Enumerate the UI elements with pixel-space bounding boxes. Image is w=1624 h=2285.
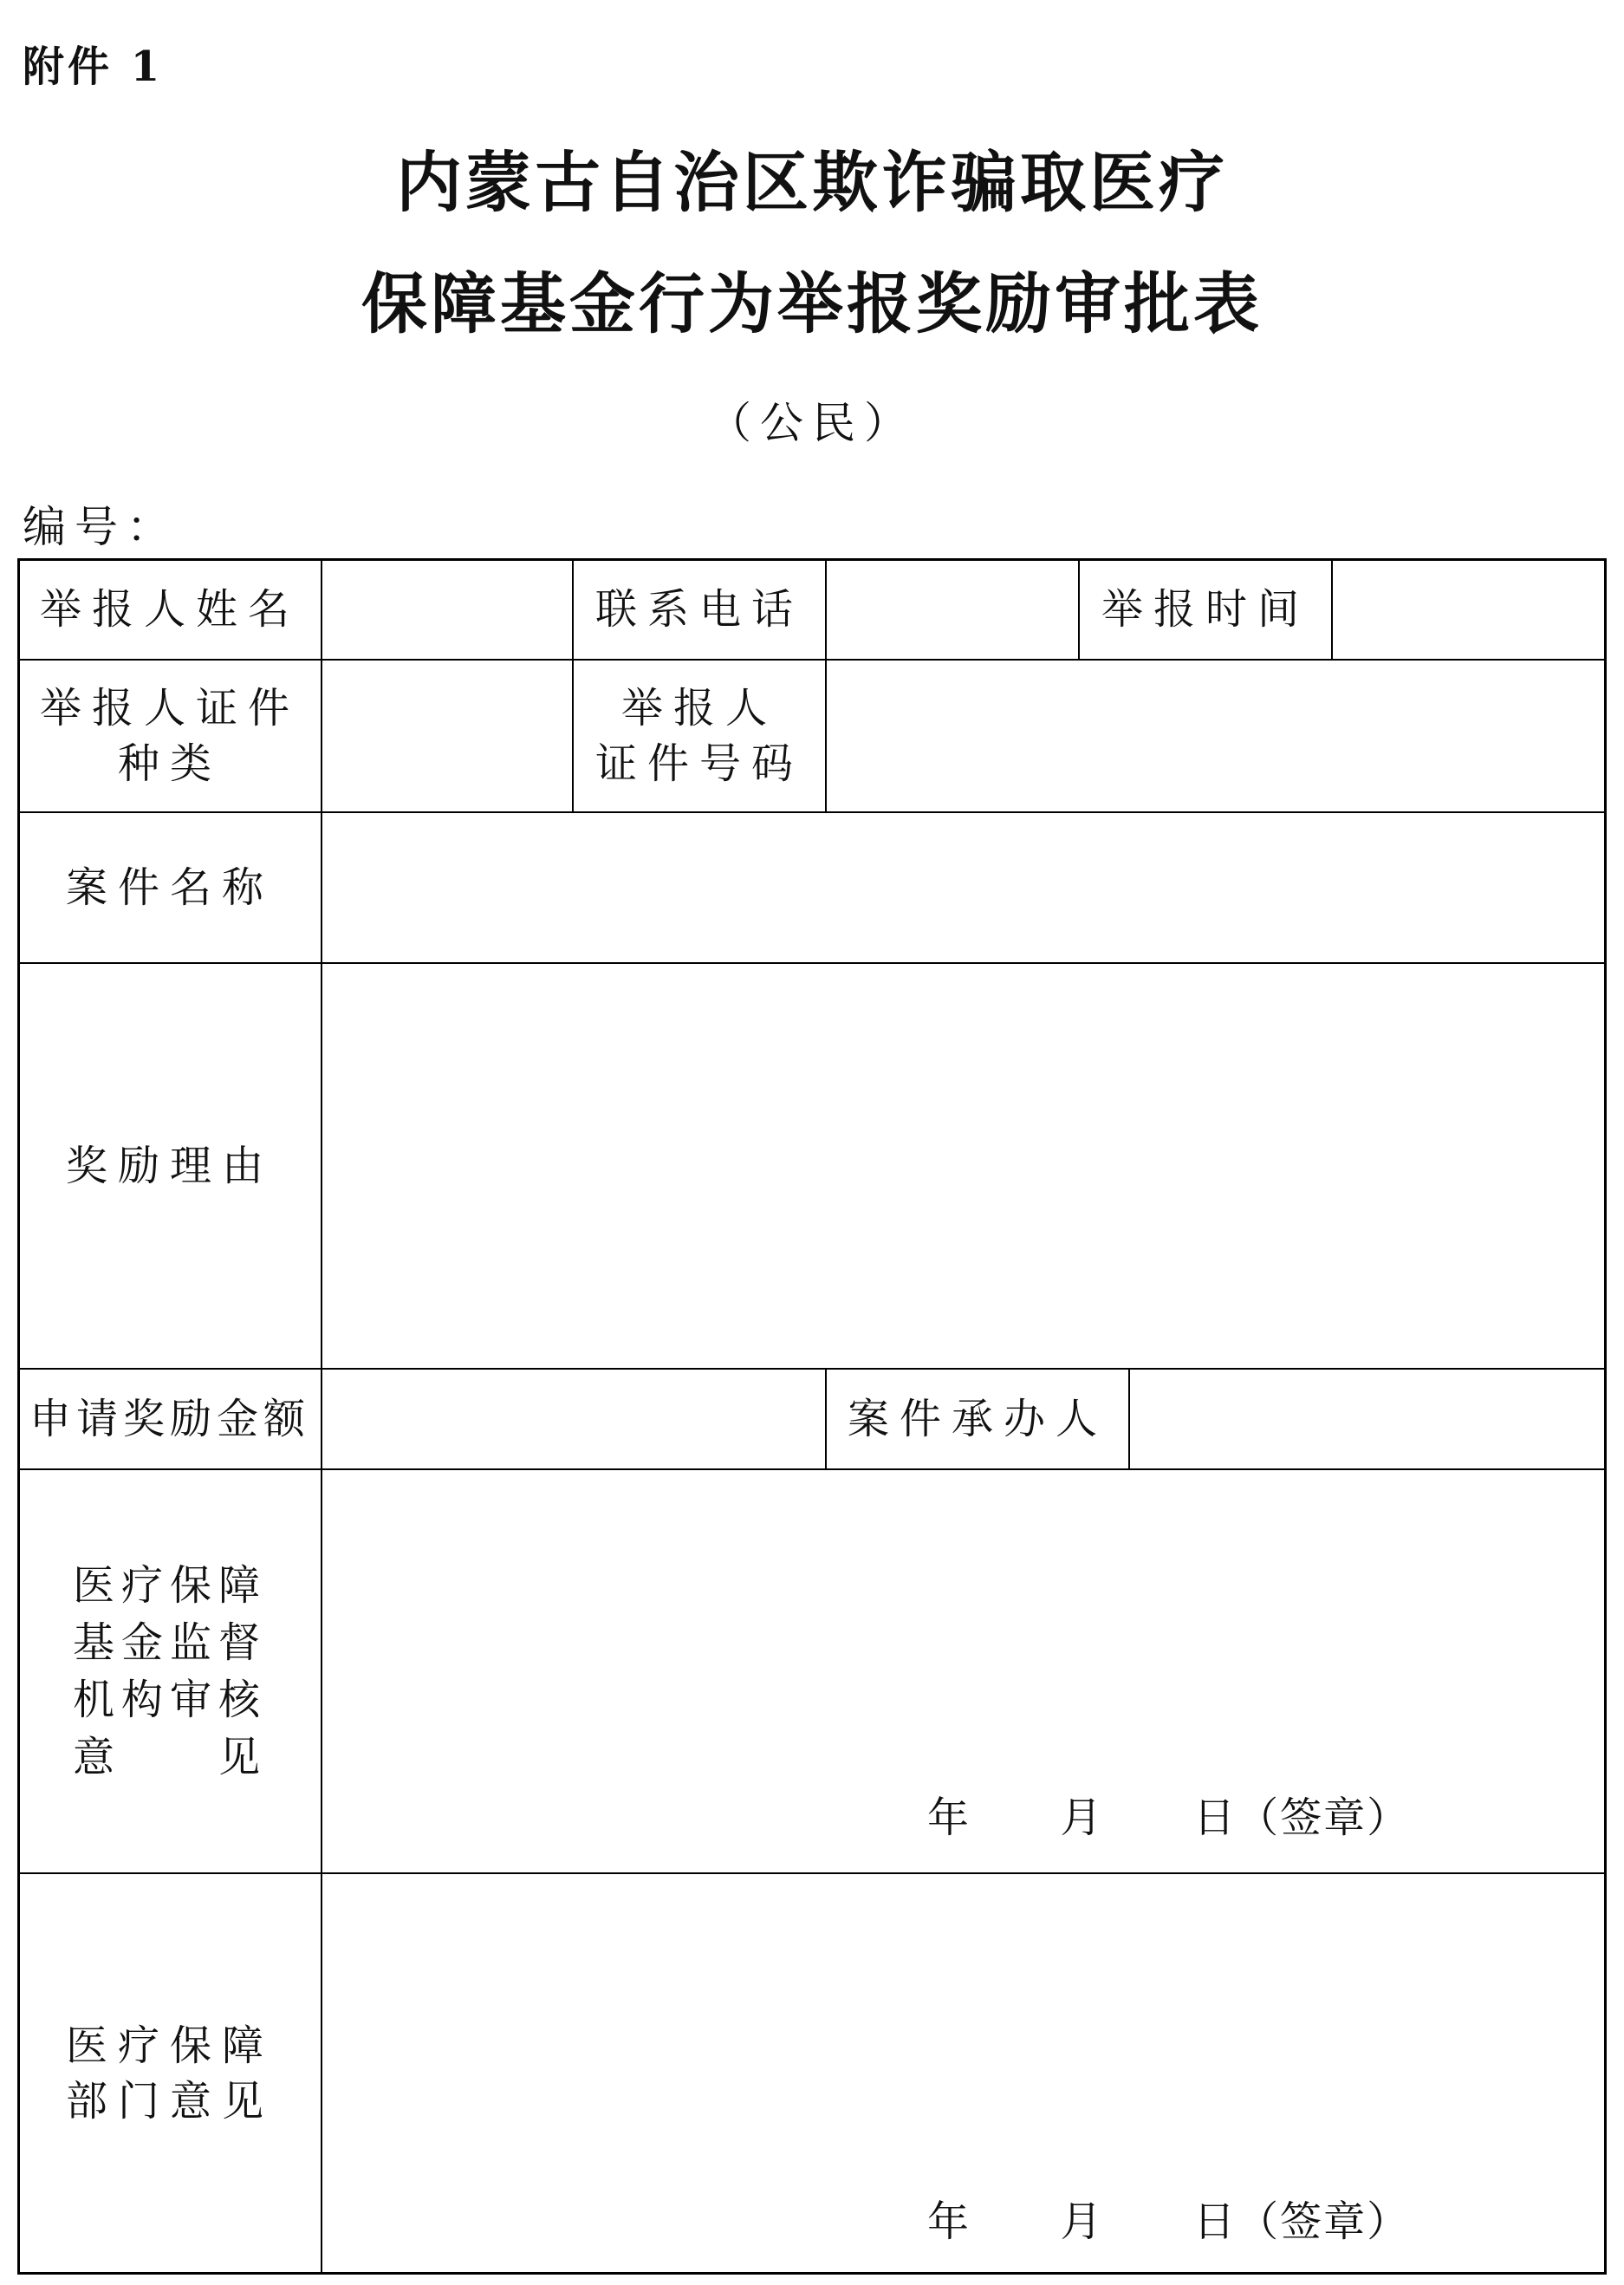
reward-reason-input[interactable] bbox=[322, 964, 1605, 1368]
fund-agency-opinion-char: 意 bbox=[73, 1733, 126, 1781]
fund-agency-opinion-label bbox=[19, 1470, 321, 1872]
form-title-line-1: 内蒙古自治区欺诈骗取医疗 bbox=[396, 144, 1228, 221]
id-type-label-line-2: 种类 bbox=[117, 739, 222, 788]
fund-agency-opinion-char: 督 bbox=[218, 1618, 271, 1667]
attachment-label: 附件 1 bbox=[23, 42, 164, 91]
dept-opinion-label-line-1: 医疗保障 bbox=[65, 2021, 274, 2070]
fund-agency-opinion-char: 障 bbox=[218, 1561, 271, 1610]
id-number-label-line-2: 证件号码 bbox=[594, 739, 803, 788]
serial-number-label: 编号： bbox=[23, 502, 179, 552]
fund-agency-opinion-char: 保 bbox=[170, 1561, 223, 1610]
dept-opinion-label bbox=[19, 1874, 321, 2273]
id-number-label-line-1: 举报人 bbox=[620, 684, 777, 732]
reward-reason-label: 奖励理由 bbox=[65, 1142, 274, 1190]
id-type-label-line-1: 举报人证件 bbox=[39, 684, 300, 732]
reporter-name-input[interactable] bbox=[322, 560, 572, 659]
fund-agency-opinion-char: 核 bbox=[218, 1676, 271, 1724]
form-subtitle: （公民） bbox=[708, 398, 916, 448]
case-handler-label: 案件承办人 bbox=[847, 1395, 1108, 1443]
contact-phone-label: 联系电话 bbox=[594, 585, 803, 634]
id-number-input[interactable] bbox=[827, 661, 1605, 811]
form-title-line-2: 保障基金行为举报奖励审批表 bbox=[361, 265, 1263, 342]
fund-agency-opinion-char: 医 bbox=[73, 1561, 126, 1610]
id-type-label bbox=[19, 661, 321, 811]
fund-agency-opinion-char: 见 bbox=[218, 1733, 271, 1781]
reward-amount-input[interactable] bbox=[322, 1370, 825, 1468]
fund-agency-opinion-char: 基 bbox=[73, 1618, 126, 1667]
fund-agency-date-signature: 年 月 日（签章） bbox=[927, 1793, 1411, 1842]
fund-agency-opinion-char: 疗 bbox=[121, 1561, 174, 1610]
dept-opinion-label-line-2: 部门意见 bbox=[65, 2077, 274, 2126]
fund-agency-opinion-char bbox=[170, 1730, 218, 1784]
fund-agency-opinion-char: 监 bbox=[170, 1618, 223, 1667]
fund-agency-opinion-char: 机 bbox=[73, 1676, 126, 1724]
case-handler-input[interactable] bbox=[1130, 1370, 1605, 1468]
id-number-label bbox=[574, 661, 825, 811]
contact-phone-input[interactable] bbox=[827, 560, 1078, 659]
case-name-label: 案件名称 bbox=[65, 863, 274, 912]
fund-agency-opinion-text bbox=[73, 1559, 271, 1784]
fund-agency-opinion-char: 构 bbox=[121, 1676, 174, 1724]
dept-date-signature: 年 月 日（签章） bbox=[927, 2197, 1411, 2246]
fund-agency-opinion-char: 审 bbox=[170, 1676, 223, 1724]
fund-agency-opinion-char: 金 bbox=[121, 1618, 174, 1667]
case-name-input[interactable] bbox=[322, 813, 1605, 962]
reporter-name-label: 举报人姓名 bbox=[39, 585, 300, 634]
report-time-input[interactable] bbox=[1333, 560, 1605, 659]
reward-amount-label: 申请奖励金额 bbox=[29, 1395, 310, 1443]
fund-agency-opinion-char bbox=[121, 1730, 170, 1784]
report-time-label: 举报时间 bbox=[1101, 585, 1309, 634]
id-type-input[interactable] bbox=[322, 661, 572, 811]
